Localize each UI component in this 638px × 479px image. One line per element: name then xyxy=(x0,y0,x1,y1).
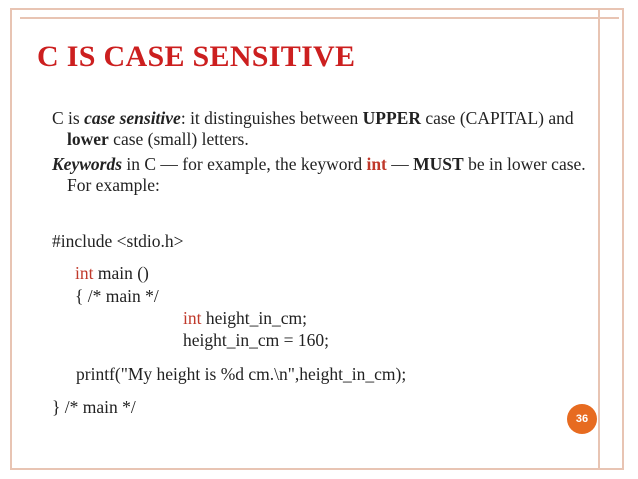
code-open-brace-line: { /* main */ xyxy=(75,286,159,306)
code-declaration-rest: height_in_cm; xyxy=(201,308,307,328)
para2-emphasis-keywords: Keywords xyxy=(52,154,122,174)
code-main-signature: main () xyxy=(93,263,149,283)
code-printf-line: printf("My height is %d cm.\n",height_in_cm); xyxy=(76,364,407,384)
para1-text-3: case (CAPITAL) and xyxy=(420,108,574,128)
para1-text-1: C is xyxy=(52,108,85,128)
paragraph-case-sensitive xyxy=(52,108,607,150)
paragraph-keywords xyxy=(52,154,607,196)
para2-emphasis-must: MUST xyxy=(413,154,464,174)
code-close-brace-line: } /* main */ xyxy=(52,397,136,417)
top-rule xyxy=(20,17,619,19)
code-assignment-line: height_in_cm = 160; xyxy=(183,330,329,350)
right-rule xyxy=(598,10,600,469)
page-number-badge: 36 xyxy=(567,404,597,434)
para1-text-2: : it distinguishes between xyxy=(180,108,363,128)
slide-title: C IS CASE SENSITIVE xyxy=(37,40,356,73)
para2-keyword-int: int xyxy=(366,154,387,174)
code-main-line xyxy=(75,263,149,284)
code-main-keyword: int xyxy=(75,263,94,283)
code-include-line: #include <stdio.h> xyxy=(52,231,184,251)
code-declaration-keyword: int xyxy=(183,308,202,328)
para2-text-1: in C — for example, the keyword xyxy=(122,154,367,174)
code-declaration-line xyxy=(183,308,307,329)
para1-emphasis-upper: UPPER xyxy=(362,108,421,128)
para1-text-4: case (small) letters. xyxy=(108,129,249,149)
para2-text-3: be in lower case. For example: xyxy=(67,154,586,195)
para2-text-2: — xyxy=(386,154,414,174)
para1-emphasis-lower: lower xyxy=(67,129,109,149)
para1-emphasis-case-sensitive: case sensitive xyxy=(84,108,181,128)
